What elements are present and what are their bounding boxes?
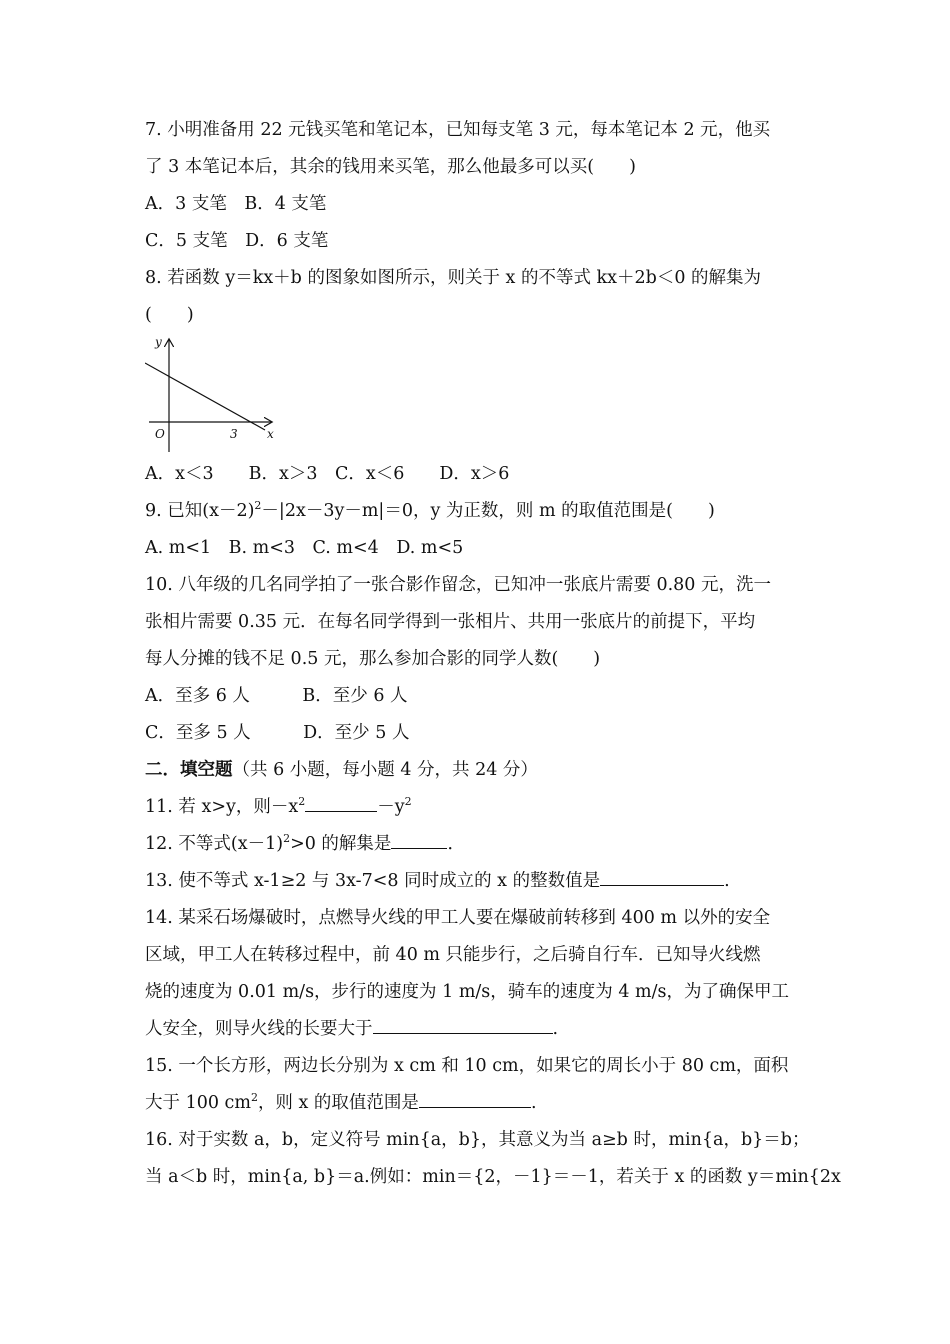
- q14-answer-blank[interactable]: [373, 1015, 553, 1034]
- q16-line-1: 16. 对于实数 a，b，定义符号 min{a，b}，其意义为当 a≥b 时，min{a，b}＝b；: [145, 1130, 810, 1150]
- q8-line-2: ( ): [145, 305, 194, 325]
- y-axis-label: y: [155, 335, 162, 349]
- q11-answer-blank[interactable]: [305, 793, 377, 812]
- q15-line-1: 15. 一个长方形，两边长分别为 x cm 和 10 cm，如果它的周长小于 80 cm，面积: [145, 1056, 789, 1076]
- section-2-heading: [145, 752, 810, 789]
- q14-line-4: 人安全，则导火线的长要大于 .: [145, 1011, 810, 1048]
- origin-label: O: [155, 427, 165, 441]
- q9-options: A. m<1 B. m<3 C. m<4 D. m<5: [145, 538, 464, 558]
- q14-line-1: 14. 某采石场爆破时，点燃导火线的甲工人要在爆破前转移到 400 m 以外的安全: [145, 908, 771, 928]
- section-2-note: （共 6 小题，每小题 4 分，共 24 分）: [232, 760, 538, 780]
- q8-function-graph: [145, 334, 810, 456]
- q10-options-ab: A．至多 6 人 B．至少 6 人: [145, 686, 408, 706]
- q13-answer-blank[interactable]: [600, 867, 724, 886]
- q10-line-1: 10. 八年级的几名同学拍了一张合影作留念，已知冲一张底片需要 0.80 元，洗一: [145, 575, 771, 595]
- section-2-title: 二．填空题: [145, 760, 233, 780]
- q7-options-ab: A．3 支笔 B．4 支笔: [145, 194, 327, 214]
- x-intercept-label: 3: [230, 427, 238, 441]
- worksheet-page: [145, 112, 841, 1196]
- q7-options-cd: C．5 支笔 D．6 支笔: [145, 231, 329, 251]
- function-line: [145, 363, 265, 430]
- q13: 13. 使不等式 x-1≥2 与 3x-7<8 同时成立的 x 的整数值是 .: [145, 863, 810, 900]
- q10-line-3: 每人分摊的钱不足 0.5 元，那么参加合影的同学人数( ): [145, 649, 601, 669]
- q14-line-3: 烧的速度为 0.01 m/s，步行的速度为 1 m/s，骑车的速度为 4 m/s，为了确保甲工: [145, 982, 790, 1002]
- q8-graph-svg: [145, 334, 285, 456]
- q10-options-cd: C．至多 5 人 D．至少 5 人: [145, 723, 410, 743]
- q14-line-2: 区域，甲工人在转移过程中，前 40 m 只能步行，之后骑自行车．已知导火线燃: [145, 945, 761, 965]
- q16-line-2: 当 a＜b 时，min{a, b}＝a.例如：min＝{2，－1}＝－1，若关于 x 的函数 y＝min{2x: [145, 1167, 841, 1187]
- x-axis-label: x: [267, 427, 274, 441]
- q15-answer-blank[interactable]: [419, 1089, 531, 1108]
- q7-line-1: 7. 小明准备用 22 元钱买笔和笔记本，已知每支笔 3 元，每本笔记本 2 元，他买: [145, 120, 771, 140]
- q12: 12. 不等式$(x-1)^2>0$ 的解集是 ．: [145, 826, 810, 863]
- q8-line-1: 8. 若函数 y＝kx＋b 的图象如图所示，则关于 x 的不等式 kx＋2b＜0 的解集为: [145, 268, 762, 288]
- q9-line-1: 9. 已知$(x-2)^2-|2x-3y-m|=0$，y 为正数，则 m 的取值范围是( ): [145, 499, 715, 521]
- q8-options: A．x＜3 B．x＞3 C．x＜6 D．x＞6: [145, 464, 510, 484]
- q10-line-2: 张相片需要 0.35 元．在每名同学得到一张相片、共用一张底片的前提下，平均: [145, 612, 756, 632]
- q12-answer-blank[interactable]: [391, 830, 447, 849]
- q7-line-2: 了 3 本笔记本后，其余的钱用来买笔，那么他最多可以买( ): [145, 157, 636, 177]
- q11: 11. 若 x>y，则$-x^2 -y^2$: [145, 789, 810, 826]
- q15-line-2: 大于 100 $cm^2$，则 x 的取值范围是 .: [145, 1085, 810, 1122]
